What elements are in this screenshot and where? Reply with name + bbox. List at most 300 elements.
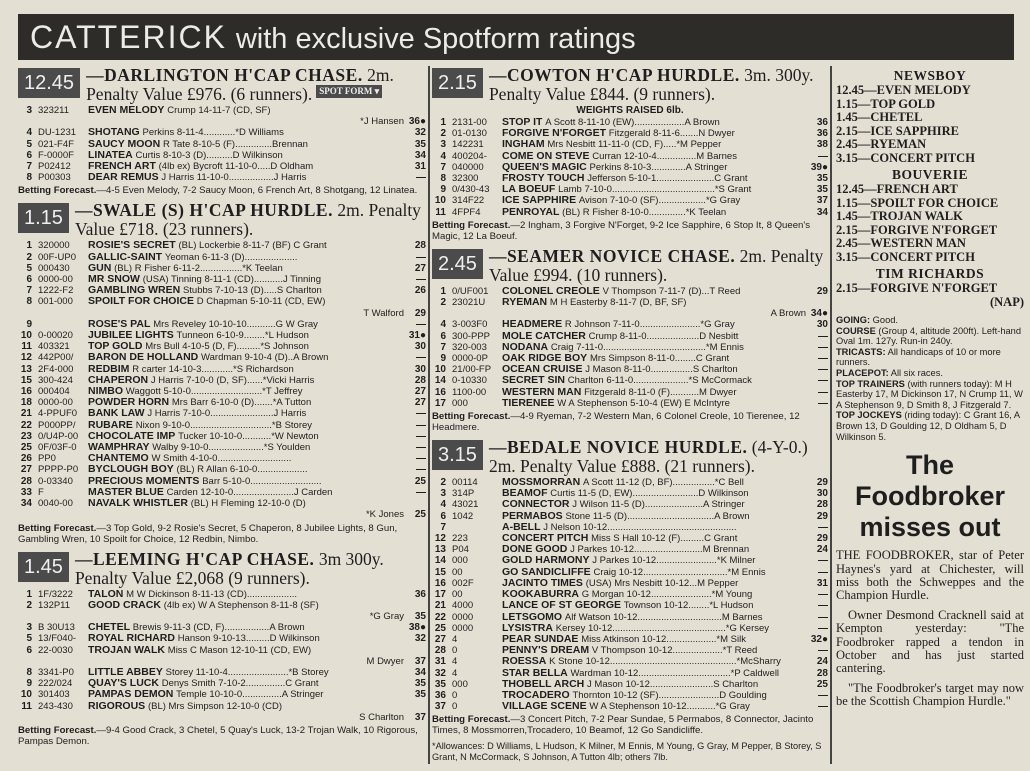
spotform-rating: 34 [414, 149, 426, 161]
runner-form: 222/024 [38, 678, 73, 690]
runner-number: 15 [20, 374, 32, 386]
spotform-rating: — [416, 486, 426, 498]
runner-form: 314P [452, 488, 475, 500]
runner-form [32, 319, 88, 330]
runner-number: 8 [26, 296, 32, 308]
race-header [18, 66, 426, 104]
spotform-rating [404, 645, 426, 656]
runner-details [88, 600, 404, 611]
runner-number: 11 [21, 700, 32, 712]
forecast-label: Betting Forecast. [18, 724, 97, 736]
runner-details [88, 172, 404, 183]
runner-number: 10 [434, 364, 446, 376]
trainer-jockey: V Thompson 10-12...................*T Reed [591, 645, 758, 657]
runner-form: 01-0130 [452, 128, 487, 140]
runner-row [18, 375, 426, 386]
trainer-jockey: A Brown [770, 308, 806, 320]
runner-row [432, 184, 828, 195]
runner-row [18, 263, 426, 274]
runner-form: 0000 [452, 611, 474, 623]
trainer-jockey: Crump 8-11-0....................D Nesbitt [588, 330, 739, 342]
trainer-jockey: M W Dickinson 8-11-13 (CD)................... [126, 588, 298, 600]
trainer-jockey: Denys Smith 7-10-2...............C Grant [161, 678, 319, 690]
runner-number: 9 [440, 353, 446, 365]
runner-number: 11 [435, 206, 446, 218]
runner-row [432, 612, 828, 623]
forecast-text: —3 Concert Pitch, 7-2 Pear Sundae, 5 Permabos, 8 Connector, Jacinto Times, 8 Mossmorren,Trocadero, 10 Beamof, 12 Go Sandicliffe. [432, 714, 814, 737]
runner-row [432, 342, 828, 353]
runner-details [502, 184, 806, 195]
tipster-selection: 2.15—ICE SAPPHIRE [836, 123, 959, 138]
horse-name: LINATEA [88, 149, 133, 161]
race-name: —COWTON H'CAP HURDLE. [488, 66, 740, 85]
runner-details [502, 375, 806, 386]
race-time: 12.45 [18, 68, 80, 98]
trainer-jockey: Curtis 11-5 (D, EW).........................D Wilkinson [550, 488, 749, 500]
trainer-jockey: Lamb 7-10-0.......................................*S Grant [558, 184, 752, 196]
runner-row [432, 207, 828, 218]
trainer-jockey: Storey 11-10-4.......................*B Storey [165, 666, 329, 678]
race-conditions: 2m. Penalty Value £718. (23 runners). [74, 200, 421, 240]
trainer-jockey: Jefferson 5-10-1......................C Grant [587, 173, 748, 185]
runner-details [502, 364, 806, 375]
trainer-jockey: (BL) Lockerbie 8-11-7 (BF) C Grant [178, 240, 327, 252]
tipster-selection: 3.15—CONCERT PITCH [836, 150, 975, 165]
horse-name: VILLAGE SCENE [502, 701, 587, 713]
horse-name: BANK LAW [88, 408, 145, 420]
runner-number: 31 [434, 656, 446, 668]
horse-name: DONE GOOD [502, 544, 568, 556]
trainer-jockey: Thornton 10-12 (SF).......................D Goulding [572, 689, 767, 701]
runner-row [18, 341, 426, 352]
runner-row [18, 509, 426, 520]
spotform-rating: — [818, 150, 828, 162]
runner-number: 12 [434, 533, 446, 545]
banner-title: CATTERICK with exclusive Spotform ratings [30, 19, 636, 55]
runner-row [18, 712, 426, 723]
runner-row [432, 578, 828, 589]
spotform-badge: SPOT FORM ▾ [316, 85, 382, 98]
runner-number: 6 [26, 274, 32, 286]
spotform-rating: 35 [414, 610, 426, 622]
spotform-rating: 28 [414, 240, 426, 252]
allowances-note: *Allowances: D Williams, L Hudson, K Milner, M Ennis, M Young, G Gray, M Pepper, B Storey, S Grant, N McCormack, S Johnson, A Tutton 4lb; others 7lb. [432, 741, 822, 762]
runner-details [88, 678, 404, 689]
spotform-rating: — [818, 689, 828, 701]
horse-name: TALON [88, 588, 124, 600]
runner-row [18, 656, 426, 667]
column-middle [432, 66, 828, 766]
runner-number: 33 [20, 486, 32, 498]
spotform-rating: 29 [816, 533, 828, 545]
runner-number: 8 [26, 172, 32, 184]
spotform-rating [404, 296, 426, 307]
trainer-jockey: R Tate 8-10-5 (F)..............Brennan [162, 138, 308, 150]
horse-name: FORGIVE N'FORGET [502, 128, 607, 140]
runner-form: 000 [452, 555, 468, 567]
spotform-rating: 29 [816, 477, 828, 489]
runner-number: 13 [434, 544, 446, 556]
race-name: —BEDALE NOVICE HURDLE. [488, 437, 748, 458]
trainer-jockey: J Parkes 10-12..........................M Brennan [570, 544, 750, 556]
runner-row [432, 668, 828, 679]
runner-row [432, 555, 828, 566]
trainer-jockey: Charlton 6-11-0.....................*S McCormack [567, 375, 752, 387]
horse-name: TIERENEE [502, 397, 555, 409]
trainer-jockey: Curtis 8-10-3 (D)..........D Wilkinson [135, 149, 283, 161]
trainer-jockey: Hanson 9-10-13.........D Wilkinson [177, 633, 320, 645]
trainer-jockey: (BL) Mrs Simpson 12-10-0 (CD) [147, 700, 283, 712]
runner-form: 22-0030 [38, 644, 73, 656]
runner-row [18, 330, 426, 341]
runner-number: 7 [26, 285, 32, 297]
runner-details [502, 701, 806, 712]
runner-row [18, 701, 426, 712]
runner-form: 0-10330 [452, 375, 487, 387]
runner-form: 00 [452, 566, 463, 578]
trainer-jockey: (USA) Mrs Nesbitt 10-12...M Pepper [585, 577, 739, 589]
runner-row [18, 442, 426, 453]
tipster-selection: 1.15—SPOILT FOR CHOICE [836, 195, 999, 210]
spotform-rating: 32 [414, 127, 426, 139]
runner-row [18, 633, 426, 644]
runner-form: 0F/03F-0 [38, 442, 77, 454]
runner-number: 2 [440, 128, 446, 140]
runner-form: P00303 [38, 172, 71, 184]
betting-forecast [432, 220, 828, 242]
trainer-jockey: K Stone 10-12................................................*McSharry [549, 656, 781, 668]
horse-name: EVEN MELODY [88, 105, 165, 116]
spotform-rating: 32 [414, 633, 426, 645]
spotform-rating: — [818, 622, 828, 634]
race-name: —DARLINGTON H'CAP CHASE. [86, 66, 363, 85]
runner-form: 0040-00 [38, 498, 73, 510]
runner-details [502, 544, 806, 555]
trainer-jockey: Townson 10-12........*L Hudson [623, 600, 754, 612]
runner-number: 28 [434, 645, 446, 657]
spotform-rating: — [818, 600, 828, 612]
runner-row [432, 173, 828, 184]
runner-form: PPPP-P0 [38, 464, 79, 476]
runner-form: 142231 [452, 139, 484, 151]
runner-details [88, 431, 404, 442]
runner-row [18, 397, 426, 408]
runner-details [502, 679, 806, 690]
forecast-text: —4-9 Ryeman, 7-2 Western Man, 6 Colonel Creole, 10 Tierenee, 12 Headmere. [432, 411, 800, 434]
runner-row [432, 353, 828, 364]
runner-details [502, 499, 806, 510]
runner-details [502, 634, 806, 645]
spotform-rating: 28 [816, 667, 828, 679]
runner-row [18, 667, 426, 678]
runner-details [502, 139, 806, 150]
column-divider [428, 66, 430, 764]
horse-name: RIGOROUS [88, 700, 146, 712]
runner-form: P04 [452, 544, 469, 556]
horse-name: JUBILEE LIGHTS [88, 330, 174, 342]
course-info-label: GOING: [836, 315, 871, 325]
runner-details [88, 397, 404, 408]
trainer-jockey: Miss Atkinson 10-12...................*M Silk [581, 633, 746, 645]
trainer-jockey: A Scott 8-11-10 (EW)...................A Brown [545, 117, 720, 128]
spotform-rating: 35 [816, 173, 828, 185]
runner-row [432, 589, 828, 600]
spotform-rating: — [818, 555, 828, 567]
tipster-selection: 2.15—FORGIVE N'FORGET [836, 222, 998, 237]
runner-number: 32 [434, 667, 446, 679]
runner-number: 12 [20, 352, 32, 364]
trainer-jockey: (USA) Tinning 8-11-1 (CD)...........J Tinning [142, 274, 321, 286]
horse-name: NAVALK WHISTLER [88, 498, 188, 510]
spotform-rating: — [818, 521, 828, 533]
runner-number: 11 [21, 341, 32, 353]
spotform-rating: 35 [414, 689, 426, 701]
trainer-jockey: *J Hansen [360, 116, 404, 128]
trainer-jockey: Stone 11-5 (D).................................A Brown [565, 510, 750, 522]
story-paragraph: THE FOODBROKER, star of Peter Haynes's yard at Chichester, will miss both the Schweppes and the Champion Hurdle. [836, 548, 1024, 603]
betting-forecast [432, 411, 828, 433]
runner-row [432, 297, 828, 308]
tipster-name: BOUVERIE [891, 167, 968, 182]
runner-row [18, 274, 426, 285]
horse-name: PEAR SUNDAE [502, 633, 579, 645]
race-title [75, 550, 426, 588]
forecast-text: —2 Ingham, 3 Forgive N'Forget, 9-2 Ice Sapphire, 6 Stop It, 8 Queen's Magic, 12 La Boeuf. [432, 219, 811, 242]
horse-name: ROYAL RICHARD [88, 633, 175, 645]
runner-details [502, 151, 806, 162]
weights-note: WEIGHTS RAISED 6lb. [576, 105, 684, 116]
race-conditions: 2m. Penalty Value £976. (6 runners). [86, 66, 394, 104]
runner-number: 4 [440, 499, 446, 511]
tipster-selection: 1.45—CHETEL [836, 110, 923, 124]
spotform-rating: — [416, 352, 426, 364]
runner-row [432, 499, 828, 510]
spotform-rating: 27 [414, 386, 426, 398]
runner-row [18, 319, 426, 330]
runner-form: 1F/3222 [38, 588, 73, 600]
runner-row [18, 453, 426, 464]
runner-details [502, 522, 806, 533]
spotform-rating: — [416, 419, 426, 431]
runner-form [446, 522, 502, 533]
runner-row [432, 195, 828, 206]
runner-form: 002F [452, 577, 474, 589]
runner-form: 320-003 [452, 341, 487, 353]
runner-number: 9 [26, 678, 32, 690]
trainer-jockey: W Smith 4-10-0............................ [151, 453, 292, 465]
trainer-jockey: (BL) R Allan 6-10-0................... [176, 464, 308, 476]
tipster-selection: 2.15—FORGIVE N'FORGET [836, 281, 998, 295]
trainer-jockey: (BL) R Fisher 8-10-0..............*K Teelan [562, 206, 727, 218]
runner-row [18, 622, 426, 633]
runner-number: 2 [26, 251, 32, 263]
runner-number: 18 [20, 397, 32, 409]
runner-row [432, 679, 828, 690]
runner-details [88, 645, 404, 656]
horse-name: CONNECTOR [502, 499, 570, 511]
spotform-rating: 26 [414, 285, 426, 297]
forecast-text: —3 Top Gold, 9-2 Rosie's Secret, 5 Chaperon, 8 Jubilee Lights, 8 Gun, Gambling Wren, 10 Spoilt for Choice, 12 Redbin, Nimbo. [18, 522, 398, 545]
runner-number: 10 [20, 689, 32, 701]
spotform-rating: 31 [414, 161, 426, 173]
course-info-label: TRICASTS: [836, 346, 886, 357]
trainer-jockey: (BL) H Fleming 12-10-0 (D) [190, 498, 306, 510]
runner-number: 6 [26, 149, 32, 161]
runner-row [18, 352, 426, 363]
runner-details [88, 611, 404, 622]
spotform-rating: — [818, 566, 828, 578]
betting-forecast [432, 714, 828, 736]
race-title [86, 66, 426, 104]
spotform-rating: 30 [816, 319, 828, 331]
spotform-rating: 35 [816, 184, 828, 196]
trainer-jockey: Mrs Bull 4-10-5 (D, F).........*S Johnson [145, 341, 309, 353]
runner-form: DU-1231 [38, 127, 77, 139]
runner-form: 3341-P0 [38, 666, 74, 678]
spotform-rating: 28 [816, 499, 828, 511]
trainer-jockey: (4lb ex) Bycroft 11-10-0.....D Oldham [158, 161, 314, 173]
horse-name: STOP IT [502, 117, 543, 128]
runner-details [88, 105, 404, 116]
runner-form: 32300 [452, 173, 479, 185]
spotform-rating: — [416, 442, 426, 454]
trainer-jockey: (4lb ex) W A Stephenson 8-11-8 (SF) [163, 599, 319, 611]
runner-row [432, 128, 828, 139]
runner-details [88, 263, 404, 274]
trainer-jockey: Perkins 8-11-4............*D Williams [142, 127, 284, 139]
story-paragraph: "The Foodbroker's target may now be the Scottish Champion Hurdle." [836, 680, 1024, 709]
race-card [18, 66, 426, 196]
runner-row [18, 127, 426, 138]
runner-details [88, 633, 404, 644]
runner-row [18, 498, 426, 509]
trainer-jockey: Temple 10-10-0...............A Stringer [176, 689, 324, 701]
race-title [489, 438, 828, 476]
trainer-jockey: Miss S Hall 10-12 (F).........C Grant [591, 533, 738, 545]
runner-row [18, 386, 426, 397]
runner-number: 23 [20, 430, 32, 442]
trainer-jockey: *K Jones [365, 509, 404, 521]
trainer-jockey: Kersey 10-12...........................................*G Kersey [555, 622, 770, 634]
forecast-label: Betting Forecast. [18, 522, 97, 534]
runner-number: 17 [434, 397, 446, 409]
runner-number: 22 [20, 419, 32, 431]
trainer-jockey: D Chapman 5-10-11 (CD, EW) [196, 296, 326, 308]
horse-name: GO SANDICLIFFE [502, 566, 591, 578]
trainer-jockey: Walby 9-10-0.....................*S Youlden [152, 442, 311, 454]
spotform-rating: — [416, 430, 426, 442]
runner-details [502, 690, 806, 701]
spotform-rating: 30 [816, 488, 828, 500]
runner-details [502, 286, 806, 297]
spotform-rating: 35 [414, 678, 426, 690]
course-info-text: (with runners today): M H Easterby 17, M Dickinson 17, N Crump 11, W A Stephenson 9, D Smith 8, J Fitzgerald 7. [836, 378, 1023, 410]
runner-details [502, 207, 806, 218]
trainer-jockey: Mrs Nesbitt 11-11-0 (CD, F).....*M Pepper [547, 139, 722, 151]
horse-name: BYCLOUGH BOY [88, 464, 174, 476]
runner-number: 13 [20, 363, 32, 375]
runner-row [18, 150, 426, 161]
runner-details [88, 487, 404, 498]
horse-name: LA BOEUF [502, 184, 556, 196]
column-left [18, 66, 426, 766]
spotform-rating: 25 [816, 678, 828, 690]
runner-form: P000PP/ [38, 419, 76, 431]
trainer-jockey: J Wilson 11-5 (D)......................A Stringer [572, 499, 745, 511]
spotform-rating: — [416, 318, 426, 330]
trainer-jockey: V Thompson 7-11-7 (D)...T Reed [602, 285, 741, 297]
column-right [836, 66, 1024, 766]
runner-form: 0000-0P [452, 353, 488, 365]
runner-row [18, 678, 426, 689]
runner-number: 25 [434, 622, 446, 634]
race-card [18, 201, 426, 544]
trainer-jockey: J Harris 7-10-0........................J Harris [147, 408, 307, 420]
forecast-text: —4-5 Even Melody, 7-2 Saucy Moon, 6 French Art, 8 Shotgang, 12 Linatea. [96, 185, 418, 197]
runner-form: 4FPF4 [452, 206, 481, 218]
runner-form: 4 [452, 667, 458, 679]
runner-form: 1100-00 [452, 386, 487, 398]
spotform-rating: — [818, 375, 828, 387]
runner-details [502, 555, 806, 566]
runner-row [432, 623, 828, 634]
horse-name: PENNY'S DREAM [502, 645, 590, 657]
runner-number: 21 [434, 600, 446, 612]
runner-row [432, 398, 828, 409]
horse-name: CHANTEMO [88, 453, 149, 465]
runner-details [88, 252, 404, 263]
betting-forecast [18, 725, 426, 747]
horse-name: LYSISTRA [502, 622, 553, 634]
horse-name: REDBIM [88, 363, 130, 375]
runner-details [502, 342, 806, 353]
runner-form: 0-00020 [38, 330, 73, 342]
race-name: —SEAMER NOVICE CHASE. [488, 245, 736, 266]
race-time: 2.15 [432, 68, 483, 98]
runner-row [432, 319, 828, 330]
spotform-rating: 30 [414, 341, 426, 353]
runner-row [18, 308, 426, 319]
runner-form: 400204- [452, 150, 487, 162]
runner-details [502, 488, 806, 499]
course-info-text: Good. [870, 315, 899, 325]
spotform-rating: 34 [816, 206, 828, 218]
trainer-jockey: Stubbs 7-10-13 (D).....S Charlton [182, 285, 322, 297]
news-headline: The Foodbroker misses out [854, 450, 1005, 543]
runner-number: 1 [440, 285, 446, 297]
course-info-item [836, 347, 1024, 368]
runner-form: 43021 [452, 499, 479, 511]
runner-form: 040000 [452, 161, 484, 173]
horse-name: QUAY'S LUCK [88, 678, 159, 690]
horse-name: ICE SAPPHIRE [502, 195, 577, 207]
trainer-jockey: Fitzgerald 8-11-0 (F)...........M Dwyer [584, 386, 737, 398]
course-info-label: TOP JOCKEYS [836, 410, 902, 421]
spotform-rating [404, 105, 426, 116]
runner-form: 4000 [452, 600, 474, 612]
course-info-text: All handicaps of 10 or more runners. [836, 346, 1001, 368]
tipster-selection: 2.45—WESTERN MAN [836, 236, 966, 250]
horse-name: FRENCH ART [88, 161, 156, 173]
runner-number: 4 [440, 150, 446, 162]
runner-number: 10 [20, 330, 32, 342]
spotform-rating [404, 498, 426, 509]
horse-name: SHOTANG [88, 127, 140, 139]
runner-number: 34 [20, 498, 32, 510]
runner-number: 8 [26, 666, 32, 678]
spotform-rating [404, 701, 426, 712]
tipster-selection: 2.45—RYEMAN [836, 137, 927, 151]
